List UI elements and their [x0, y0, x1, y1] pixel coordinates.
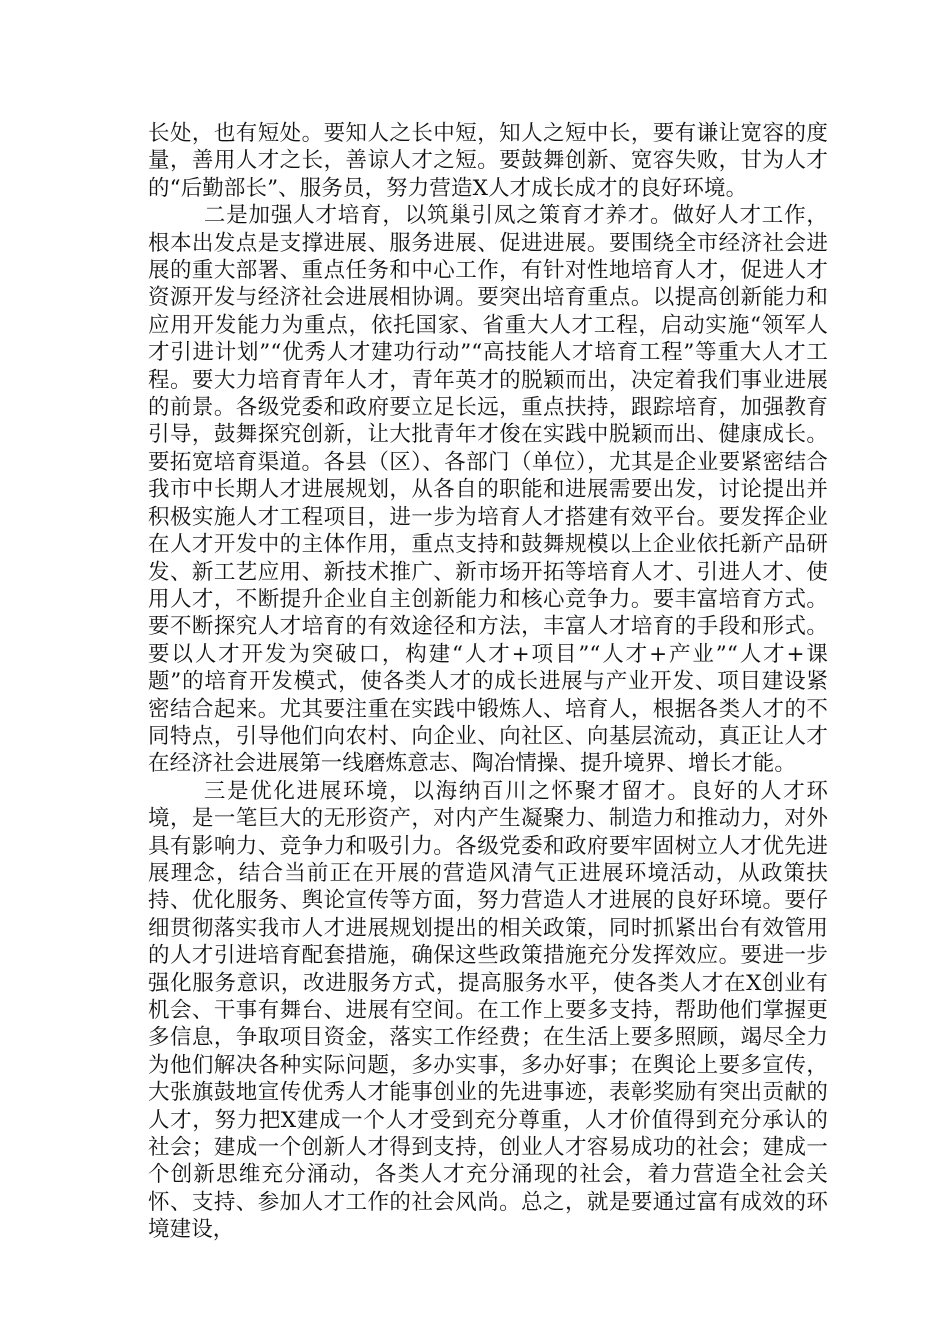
paragraph-3: 三是优化进展环境，以海纳百川之怀聚才留才。良好的人才环境，是一笔巨大的无形资产，对内产生凝聚力、制造力和推动力，对外具有影响力、竞争力和吸引力。各级党委和政府要牢固树立人才优先进展理念，结合当前正在开展的营造风清气正进展环境活动，从政策扶持、优化服务、舆论宣传等方面，努力营造人才进展的良好环境。要仔细贯彻落实我市人才进展规划提出的相关政策，同时抓紧出台有效管用的人才引进培育配套措施，确保这些政策措施充分发挥效应。要进一步强化服务意识，改进服务方式，提高服务水平，使各类人才在X创业有机会、干事有舞台、进展有空间。在工作上要多支持，帮助他们掌握更多信息，争取项目资金，落实工作经费；在生活上要多照顾，竭尽全力为他们解决各种实际问题，多办实事，多办好事；在舆论上要多宣传，大张旗鼓地宣传优秀人才能事创业的先进事迹，表彰奖励有突出贡献的人才，努力把X建成一个人才受到充分尊重，人才价值得到充分承认的社会；建成一个创新人才得到支持，创业人才容易成功的社会；建成一个创新思维充分涌动，各类人才充分涌现的社会，着力营造全社会关怀、支持、参加人才工作的社会风尚。总之，就是要通过富有成效的环境建设，	[148, 778, 828, 1243]
paragraph-1: 长处，也有短处。要知人之长中短，知人之短中长，要有谦让宽容的度量，善用人才之长，善谅人才之短。要鼓舞创新、宽容失败，甘为人才的“后勤部长”、服务员，努力营造X人才成长成才的良好环境。	[148, 121, 828, 201]
paragraph-2: 二是加强人才培育，以筑巢引凤之策育才养才。做好人才工作，根本出发点是支撑进展、服务进展、促进进展。要围绕全市经济社会进展的重大部署、重点任务和中心工作，有针对性地培育人才，促进人才资源开发与经济社会进展相协调。要突出培育重点。以提高创新能力和应用开发能力为重点，依托国家、省重大人才工程，启动实施“领军人才引进计划”“优秀人才建功行动”“高技能人才培育工程”等重大人才工程。要大力培育青年人才，青年英才的脱颖而出，决定着我们事业进展的前景。各级党委和政府要立足长远，重点扶持，跟踪培育，加强教育引导，鼓舞探究创新，让大批青年才俊在实践中脱颖而出、健康成长。要拓宽培育渠道。各县（区）、各部门（单位），尤其是企业要紧密结合我市中长期人才进展规划，从各自的职能和进展需要出发，讨论提出并积极实施人才工程项目，进一步为培育人才搭建有效平台。要发挥企业在人才开发中的主体作用，重点支持和鼓舞规模以上企业依托新产品研发、新工艺应用、新技术推广、新市场开拓等培育人才、引进人才、使用人才，不断提升企业自主创新能力和核心竞争力。要丰富培育方式。要不断探究人才培育的有效途径和方法，丰富人才培育的手段和形式。要以人才开发为突破口，构建“人才+项目”“人才+产业”“人才+课题”的培育开发模式，使各类人才的成长进展与产业开发、项目建设紧密结合起来。尤其要注重在实践中锻炼人、培育人，根据各类人才的不同特点，引导他们向农村、向企业、向社区、向基层流动，真正让人才在经济社会进展第一线磨炼意志、陶冶情操、提升境界、增长才能。	[148, 203, 828, 777]
document-body	[148, 120, 828, 1244]
